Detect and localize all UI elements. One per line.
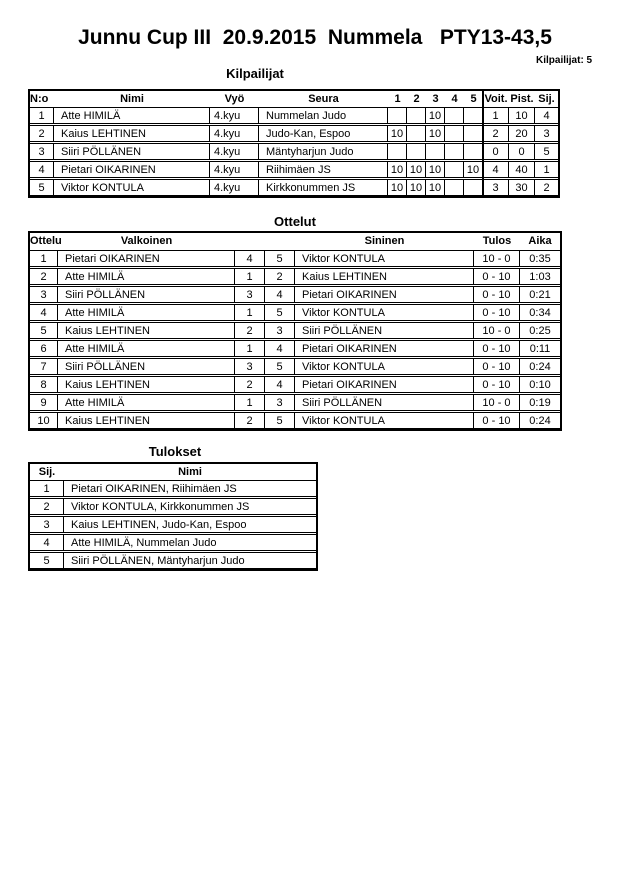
blue-number: 5 — [265, 304, 295, 321]
match-time: 0:25 — [520, 322, 560, 339]
competitor-belt: 4.kyu — [210, 143, 259, 160]
competitor-name: Atte HIMILÄ — [54, 107, 210, 124]
result-name: Kaius LEHTINEN, Judo-Kan, Espoo — [64, 516, 316, 533]
match-time: 0:21 — [520, 286, 560, 303]
match-result: 0 - 10 — [474, 268, 520, 285]
points-value: 20 — [509, 125, 535, 142]
match-number: 7 — [30, 358, 58, 375]
round-score — [407, 143, 426, 160]
match-time: 0:24 — [520, 358, 560, 375]
col-header: N:o — [30, 92, 49, 105]
match-time: 1:03 — [520, 268, 560, 285]
table-row — [30, 358, 560, 375]
round-score: 10 — [426, 125, 445, 142]
result-name: Siiri PÖLLÄNEN, Mäntyharjun Judo — [64, 552, 316, 569]
match-time: 0:19 — [520, 394, 560, 411]
blue-number: 3 — [265, 394, 295, 411]
table-row — [30, 286, 560, 303]
wins-value: 0 — [483, 143, 509, 160]
col-header: Sij. — [38, 465, 56, 478]
match-time: 0:35 — [520, 250, 560, 267]
table-row — [30, 534, 316, 551]
match-number: 10 — [30, 412, 58, 429]
wins-value: 3 — [483, 179, 509, 196]
table-row — [30, 498, 316, 515]
col-header: 3 — [432, 92, 439, 105]
match-number: 2 — [30, 268, 58, 285]
white-name: Kaius LEHTINEN — [58, 376, 235, 393]
white-number: 1 — [235, 340, 265, 357]
match-result: 10 - 0 — [474, 394, 520, 411]
blue-number: 4 — [265, 340, 295, 357]
white-number: 2 — [235, 322, 265, 339]
blue-name: Pietari OIKARINEN — [295, 376, 474, 393]
round-score: 10 — [426, 179, 445, 196]
blue-name: Pietari OIKARINEN — [295, 286, 474, 303]
white-name: Atte HIMILÄ — [58, 304, 235, 321]
tulokset-table — [28, 462, 318, 571]
result-place: 3 — [30, 516, 64, 533]
match-number: 3 — [30, 286, 58, 303]
white-number: 2 — [235, 412, 265, 429]
round-score — [445, 125, 464, 142]
table-row — [30, 376, 560, 393]
placement-value: 3 — [535, 125, 558, 142]
competitor-number: 5 — [30, 179, 54, 196]
competitor-club: Judo-Kan, Espoo — [259, 125, 388, 142]
ottelut-heading: Ottelut — [274, 214, 316, 229]
placement-value: 1 — [535, 161, 558, 178]
match-result: 0 - 10 — [474, 358, 520, 375]
points-value: 30 — [509, 179, 535, 196]
result-place: 4 — [30, 534, 64, 551]
placement-value: 5 — [535, 143, 558, 160]
points-value: 0 — [509, 143, 535, 160]
match-time: 0:10 — [520, 376, 560, 393]
round-score — [407, 107, 426, 124]
table-row — [30, 143, 558, 160]
table-header-row — [30, 233, 560, 249]
col-header: 5 — [470, 92, 477, 105]
round-score: 10 — [388, 179, 407, 196]
blue-name: Viktor KONTULA — [295, 358, 474, 375]
match-number: 6 — [30, 340, 58, 357]
round-score — [464, 143, 483, 160]
col-header: 4 — [451, 92, 458, 105]
table-row — [30, 161, 558, 178]
white-name: Atte HIMILÄ — [58, 340, 235, 357]
match-result: 0 - 10 — [474, 286, 520, 303]
table-row — [30, 125, 558, 142]
blue-name: Siiri PÖLLÄNEN — [295, 394, 474, 411]
kilpailijat-table — [28, 89, 560, 198]
match-number: 4 — [30, 304, 58, 321]
col-header: 2 — [413, 92, 420, 105]
col-header-spacer — [265, 233, 295, 249]
round-score — [445, 161, 464, 178]
table-row — [30, 107, 558, 124]
page-title: Junnu Cup III 20.9.2015 Nummela PTY13-43,5 — [78, 26, 552, 49]
col-header: 1 — [394, 92, 401, 105]
blue-number: 2 — [265, 268, 295, 285]
col-header: Sij. — [538, 92, 555, 105]
wins-value: 2 — [483, 125, 509, 142]
result-name: Viktor KONTULA, Kirkkonummen JS — [64, 498, 316, 515]
blue-number: 4 — [265, 376, 295, 393]
round-score — [426, 143, 445, 160]
placement-value: 2 — [535, 179, 558, 196]
match-result: 0 - 10 — [474, 304, 520, 321]
match-time: 0:34 — [520, 304, 560, 321]
competitor-number: 4 — [30, 161, 54, 178]
white-number: 3 — [235, 286, 265, 303]
competitor-belt: 4.kyu — [210, 179, 259, 196]
round-score — [464, 107, 483, 124]
col-header: Voit. — [484, 92, 508, 105]
points-value: 40 — [509, 161, 535, 178]
white-number: 2 — [235, 376, 265, 393]
match-result: 0 - 10 — [474, 340, 520, 357]
table-row — [30, 394, 560, 411]
tulokset-heading: Tulokset — [148, 444, 202, 459]
match-result: 0 - 10 — [474, 412, 520, 429]
match-result: 10 - 0 — [474, 322, 520, 339]
round-score: 10 — [464, 161, 483, 178]
competitor-belt: 4.kyu — [210, 161, 259, 178]
white-name: Kaius LEHTINEN — [58, 322, 235, 339]
table-row — [30, 250, 560, 267]
blue-number: 5 — [265, 412, 295, 429]
col-header: Nimi — [178, 465, 202, 478]
col-header: Aika — [528, 235, 552, 247]
result-name: Pietari OIKARINEN, Riihimäen JS — [64, 480, 316, 497]
table-header-row — [30, 464, 316, 479]
competitor-club: Mäntyharjun Judo — [259, 143, 388, 160]
match-result: 10 - 0 — [474, 250, 520, 267]
col-header: Seura — [308, 92, 339, 105]
col-header: Vyö — [224, 92, 245, 105]
round-score — [388, 107, 407, 124]
wins-value: 1 — [483, 107, 509, 124]
round-score — [445, 179, 464, 196]
competitor-club: Nummelan Judo — [259, 107, 388, 124]
competitor-belt: 4.kyu — [210, 125, 259, 142]
placement-value: 4 — [535, 107, 558, 124]
wins-value: 4 — [483, 161, 509, 178]
competitors-count: Kilpailijat: 5 — [536, 55, 593, 66]
table-row — [30, 268, 560, 285]
round-score: 10 — [407, 179, 426, 196]
result-place: 5 — [30, 552, 64, 569]
table-row — [30, 516, 316, 533]
col-header: Pist. — [510, 92, 534, 105]
blue-number: 5 — [265, 358, 295, 375]
table-row — [30, 322, 560, 339]
blue-number: 5 — [265, 250, 295, 267]
match-number: 9 — [30, 394, 58, 411]
competitor-name: Kaius LEHTINEN — [54, 125, 210, 142]
table-row — [30, 340, 560, 357]
result-place: 1 — [30, 480, 64, 497]
white-number: 1 — [235, 268, 265, 285]
table-row — [30, 412, 560, 429]
col-header: Valkoinen — [120, 235, 173, 247]
col-header: Sininen — [364, 235, 405, 247]
white-name: Atte HIMILÄ — [58, 394, 235, 411]
white-name: Atte HIMILÄ — [58, 268, 235, 285]
col-header: Ottelu — [30, 235, 62, 247]
round-score — [464, 179, 483, 196]
competitor-club: Kirkkonummen JS — [259, 179, 388, 196]
blue-name: Viktor KONTULA — [295, 250, 474, 267]
round-score — [445, 107, 464, 124]
competitor-name: Viktor KONTULA — [54, 179, 210, 196]
competitor-name: Pietari OIKARINEN — [54, 161, 210, 178]
table-row — [30, 552, 316, 569]
match-result: 0 - 10 — [474, 376, 520, 393]
round-score — [464, 125, 483, 142]
competitor-belt: 4.kyu — [210, 107, 259, 124]
round-score: 10 — [388, 125, 407, 142]
round-score: 10 — [388, 161, 407, 178]
white-number: 1 — [235, 394, 265, 411]
table-row — [30, 480, 316, 497]
ottelut-table — [28, 231, 562, 431]
results-section-divider — [482, 91, 484, 196]
competitor-number: 2 — [30, 125, 54, 142]
col-header: Tulos — [482, 235, 512, 247]
table-header-row — [30, 91, 558, 106]
blue-name: Viktor KONTULA — [295, 304, 474, 321]
competitor-club: Riihimäen JS — [259, 161, 388, 178]
white-name: Siiri PÖLLÄNEN — [58, 286, 235, 303]
round-score: 10 — [407, 161, 426, 178]
round-score: 10 — [426, 107, 445, 124]
table-row — [30, 179, 558, 196]
round-score — [407, 125, 426, 142]
white-number: 3 — [235, 358, 265, 375]
competitor-number: 1 — [30, 107, 54, 124]
points-value: 10 — [509, 107, 535, 124]
blue-number: 3 — [265, 322, 295, 339]
white-name: Pietari OIKARINEN — [58, 250, 235, 267]
white-name: Kaius LEHTINEN — [58, 412, 235, 429]
col-header: Nimi — [120, 92, 144, 105]
blue-name: Kaius LEHTINEN — [295, 268, 474, 285]
result-name: Atte HIMILÄ, Nummelan Judo — [64, 534, 316, 551]
kilpailijat-heading: Kilpailijat — [226, 66, 284, 81]
white-name: Siiri PÖLLÄNEN — [58, 358, 235, 375]
match-number: 8 — [30, 376, 58, 393]
match-number: 1 — [30, 250, 58, 267]
blue-name: Viktor KONTULA — [295, 412, 474, 429]
blue-number: 4 — [265, 286, 295, 303]
competitor-name: Siiri PÖLLÄNEN — [54, 143, 210, 160]
white-number: 4 — [235, 250, 265, 267]
match-number: 5 — [30, 322, 58, 339]
result-place: 2 — [30, 498, 64, 515]
blue-name: Pietari OIKARINEN — [295, 340, 474, 357]
round-score — [445, 143, 464, 160]
round-score: 10 — [426, 161, 445, 178]
competitor-number: 3 — [30, 143, 54, 160]
col-header-spacer — [235, 233, 265, 249]
white-number: 1 — [235, 304, 265, 321]
match-time: 0:24 — [520, 412, 560, 429]
blue-name: Siiri PÖLLÄNEN — [295, 322, 474, 339]
table-row — [30, 304, 560, 321]
round-score — [388, 143, 407, 160]
match-time: 0:11 — [520, 340, 560, 357]
